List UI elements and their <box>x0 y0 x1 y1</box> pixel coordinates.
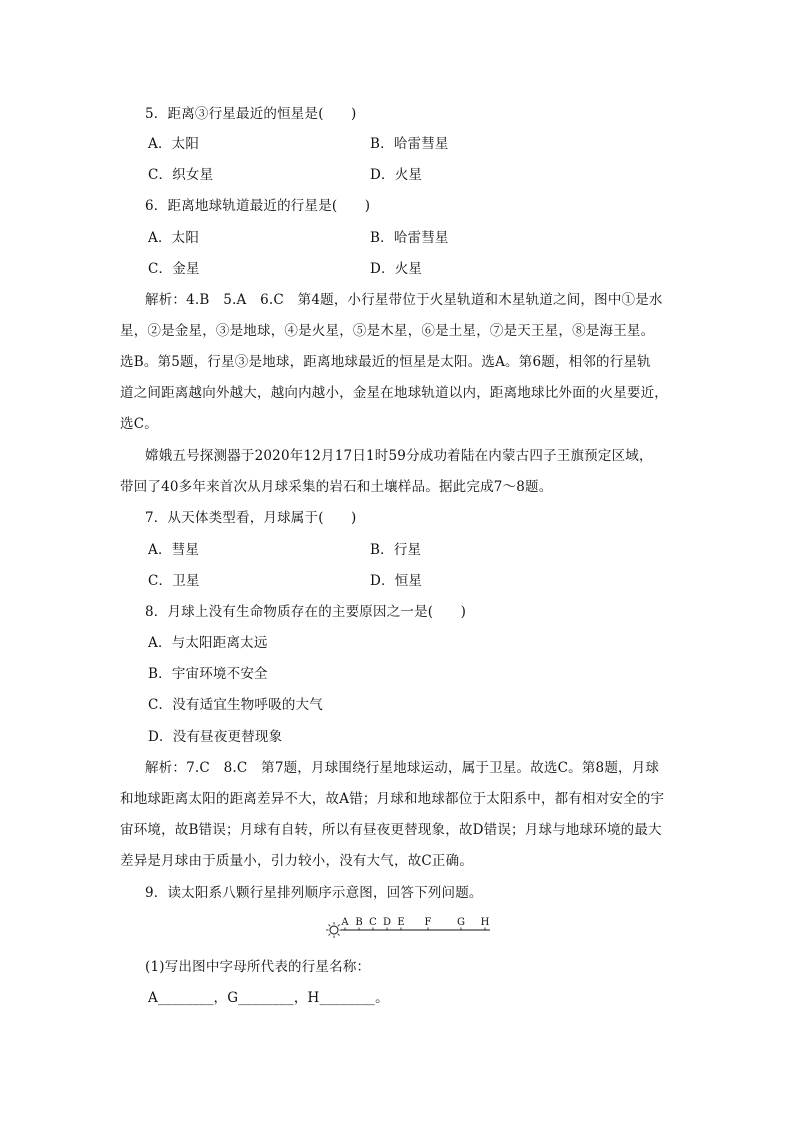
intro-line: 带回了40多年来首次从月球采集的岩石和土壤样品。据此完成7～8题。 <box>120 479 553 495</box>
q8-option-a: A．与太阳距离太远 <box>148 635 268 651</box>
analysis-1-line: 星，②是金星，③是地球，④是火星，⑤是木星，⑥是土星，⑦是天王星，⑧是海王星。 <box>120 323 655 339</box>
analysis-2-line: 和地球距离太阳的距离差异不大，故A错；月球和地球都位于太阳系中，都有相对安全的宇 <box>120 791 665 807</box>
q7-option-c: C．卫星 <box>148 573 200 589</box>
planet-label-g: G <box>457 917 465 928</box>
question-9-sub1: (1)写出图中字母所代表的行星名称： <box>145 959 371 975</box>
question-7-stem: 7．从天体类型看，月球属于( ) <box>145 510 357 526</box>
planet-order-diagram <box>326 913 492 939</box>
analysis-2-line: 解析：7.C 8.C 第7题，月球围绕行星地球运动，属于卫星。故选C。第8题，月球 <box>145 760 660 776</box>
q7-option-b: B．行星 <box>370 542 422 558</box>
analysis-1-line: 解析：4.B 5.A 6.C 第4题，小行星带位于火星轨道和木星轨道之间，图中①是水 <box>145 292 663 308</box>
planet-label-e: E <box>397 917 405 928</box>
analysis-2-line: 差异是月球由于质量小，引力较小，没有大气，故C正确。 <box>120 853 474 869</box>
q5-option-a: A．太阳 <box>148 136 200 152</box>
question-5-stem: 5．距离③行星最近的恒星是( ) <box>145 106 357 122</box>
sun-icon <box>326 922 342 938</box>
q8-option-c: C．没有适宜生物呼吸的大气 <box>148 697 323 713</box>
q6-option-c: C．金星 <box>148 261 200 277</box>
question-6-stem: 6．距离地球轨道最近的行星是( ) <box>145 198 371 214</box>
analysis-2-line: 宙环境，故B错误；月球有自转，所以有昼夜更替现象，故D错误；月球与地球环境的最大 <box>120 822 662 838</box>
planet-label-f: F <box>424 917 432 928</box>
q6-option-d: D．火星 <box>370 261 423 277</box>
planet-label-b: B <box>355 917 363 928</box>
question-9-stem: 9．读太阳系八颗行星排列顺序示意图，回答下列问题。 <box>145 885 483 901</box>
q5-option-c: C．织女星 <box>148 167 214 183</box>
q5-option-b: B．哈雷彗星 <box>370 136 449 152</box>
q7-option-a: A．彗星 <box>148 542 200 558</box>
planet-label-a: A <box>341 917 349 928</box>
analysis-1-line: 道之间距离越向外越大，越向内越小，金星在地球轨道以内，距离地球比外面的火星要近， <box>120 385 668 401</box>
q6-option-a: A．太阳 <box>148 230 200 246</box>
q6-option-b: B．哈雷彗星 <box>370 230 449 246</box>
q8-option-d: D．没有昼夜更替现象 <box>148 729 283 745</box>
analysis-1-line: 选B。第5题，行星③是地球，距离地球最近的恒星是太阳。选A。第6题，相邻的行星轨 <box>120 354 651 370</box>
intro-line: 嫦娥五号探测器于2020年12月17日1时59分成功着陆在内蒙古四子王旗预定区域， <box>145 448 653 464</box>
q7-option-d: D．恒星 <box>370 573 423 589</box>
planet-label-d: D <box>382 917 392 928</box>
analysis-1-line: 选C。 <box>120 416 158 432</box>
q8-option-b: B．宇宙环境不安全 <box>148 666 268 682</box>
question-8-stem: 8．月球上没有生命物质存在的主要原因之一是( ) <box>145 604 467 620</box>
planet-label-c: C <box>369 917 377 928</box>
q5-option-d: D．火星 <box>370 167 423 183</box>
question-9-blanks: A________，G________，H________。 <box>148 990 389 1006</box>
planet-label-h: H <box>480 917 490 928</box>
